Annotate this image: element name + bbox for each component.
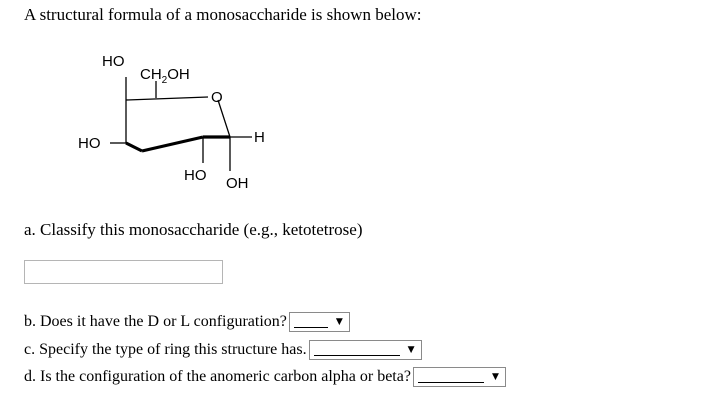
dropdown-arrow-icon: ▼ <box>407 345 415 355</box>
question-d: d. Is the configuration of the anomeric carbon alpha or beta? <box>24 368 411 385</box>
label-ho-bottom: HO <box>184 167 207 184</box>
label-h-right: H <box>254 129 265 146</box>
classification-answer-input[interactable] <box>24 260 223 284</box>
label-ch2oh: $CH_2OH$ <box>140 66 190 86</box>
label-ho-top: HO <box>102 53 125 70</box>
dropdown-blank <box>294 327 328 328</box>
dropdown-blank <box>418 382 484 383</box>
question-intro: A structural formula of a monosaccharide is shown below: <box>24 5 422 24</box>
dropdown-arrow-icon: ▼ <box>491 372 499 382</box>
structural-formula <box>70 45 290 195</box>
question-d-row <box>24 367 506 387</box>
question-b-row <box>24 312 350 332</box>
question-c: c. Specify the type of ring this structure has. <box>24 341 307 358</box>
dropdown-arrow-icon: ▼ <box>335 317 343 327</box>
label-ring-oxygen: O <box>211 89 223 106</box>
label-oh-bottom: OH <box>226 175 249 192</box>
ring-type-dropdown[interactable] <box>309 340 422 360</box>
bond <box>126 97 208 100</box>
bond <box>142 137 203 151</box>
dropdown-blank <box>314 355 400 356</box>
anomeric-configuration-dropdown[interactable] <box>413 367 506 387</box>
question-b: b. Does it have the D or L configuration? <box>24 313 287 330</box>
question-c-row <box>24 340 422 360</box>
d-or-l-dropdown[interactable] <box>289 312 350 332</box>
question-a: a. Classify this monosaccharide (e.g., ketotetrose) <box>24 220 363 239</box>
label-ho-left: HO <box>78 135 101 152</box>
bond <box>126 143 142 151</box>
